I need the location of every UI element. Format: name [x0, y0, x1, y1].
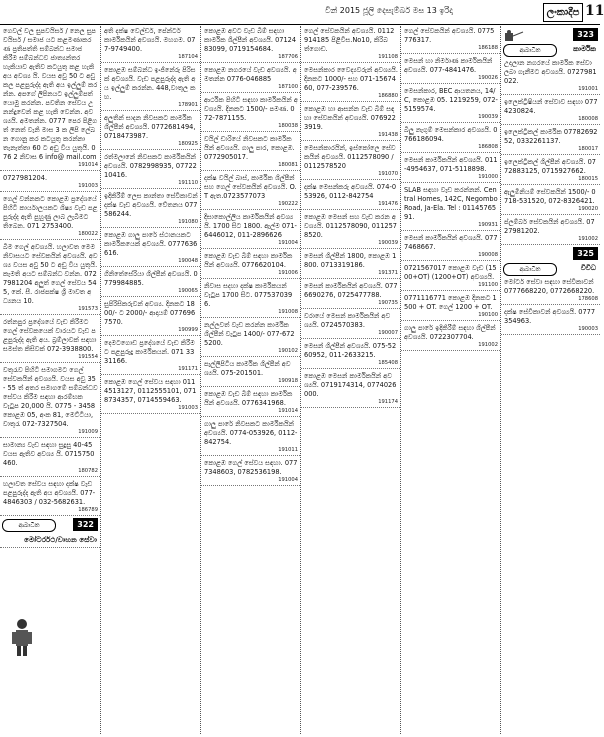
ad-code: 187706 — [278, 54, 298, 60]
ad-text: ගෙල් සේවකයින් අවශ්‍යයි. 0775776317. — [404, 27, 495, 44]
ad-code: 185408 — [378, 360, 398, 366]
ad-code: 190735 — [378, 300, 398, 306]
ad-text: කොළඹ ගාලු පාරේ ස්ථානයකට කාර්මිකයෙක් අවශ්‍යයි. 0777636616. — [104, 231, 198, 257]
ad-code: 180022 — [78, 231, 98, 237]
ad-text: ගෙවල් වල සුපවයිසර් / නෙල සුපවයිසර් / සමාජ යට කළමණාකරණ ප්‍රතිපත්ති සම්බන්ධ සමාජ කිරීම සම්බන්ධව ජාත්‍යන්තර හැකියාව ඇතිව කටයුතු කළ හැකි අය අවශ්‍ය යි. වයස අවු 50 ට අඩු කල පළපුරුද්ද ඇති අය ඉල්ලුම් කරන්න. අපගේ ලිපිනයට ඉල්ලුම්පත් යොමු කරන්න. පවතින සේවය උනන්දුවෙන් කළ හැකි වෙන්න. අවශ්‍යයි. අමතන්න. 0777 පෙර පිළිගත් නෙත් වැනි මාස 3 ක ලිපි ලේඛන ගොනු කර කටයුතු කරන්නා තැනැත්තා 60 ට අඩු විය යුතුයි. 076 2 නිවාස 6 info@ mail.com — [3, 27, 98, 161]
classified-ad — [201, 281, 300, 318]
ad-code: 191006 — [278, 270, 298, 276]
ad-text: පැල්ලිපිටිය කාර්මික ශිල්පීන් අවශ්‍යයි. 075-201501. — [204, 360, 291, 377]
ad-text: හලාවත සේවය සඳහා දක්ෂ වැඩ පළපුරුද්ද ඇති අය අවශ්‍යයි. 077-4846303 / 032-5682631. — [3, 480, 96, 506]
ad-text: වතුරැව පිහිටි සමාගමට ගෙල් සේවකයින් අවශ්‍යයි. වයස අවු 35 - 55 ත් අතර සමාගමේ සම්බන්ධව සේවය කිරීම සඳහා ආරම්භක වැටුප 20,000 යි. 0775 - 3458 කොළඹ 05, අංක 81, මෙට්ටියා, වාතුරැ 072-7327504. — [3, 366, 98, 428]
ad-text: මෙසන් කාර්මිකයින් අවශ්‍යයි. 011-4954637, 071-5118898. — [404, 156, 498, 173]
ad-code: 190003 — [578, 326, 598, 332]
classified-ad — [501, 187, 600, 215]
ad-text: කොළඹ මෙසන් කාර්මිකයින් අවශ්‍යයි. 0719174314, 0774026000. — [304, 372, 397, 398]
classified-ad — [201, 389, 300, 417]
ad-code: 180782 — [78, 468, 98, 474]
classified-ad — [201, 26, 300, 63]
ad-code: 191003 — [178, 405, 198, 411]
section-subheading: මෝටර්රථ/වාහන සේවා — [0, 533, 100, 548]
ad-code: 190222 — [278, 201, 298, 207]
classified-ad — [101, 269, 200, 297]
ad-text: කොළඹ හා ආසන්න වැඩ බිම් සඳහා සේවකයින් අවශ්‍යයි. 0769223919. — [304, 105, 396, 131]
ad-code: 191002 — [478, 342, 498, 348]
ad-text: SLAB සඳහා වැඩ කරන්නන්. Central Homes, 142C, Negombo Road, Ja-Ela. Tel : 0114576591. — [404, 186, 498, 221]
ad-code: 190102 — [278, 348, 298, 354]
classified-ad — [0, 365, 100, 438]
ad-text: මෙසන් ශිල්පීන් අවශ්‍යයි. 075-5260952, 011-2633215. — [304, 342, 397, 359]
ad-text: මෙසන් කාර්මිකයින් අවශ්‍යයි. 0776690276, 0725477788. — [304, 282, 398, 299]
ad-text: ගෙල් වන්නකට කොළඹ ප්‍රදේශයේ පිහිටි කාර්යාලයකට ශිෂ්‍ය වැඩ පළපුරුද්ද ඇති පුහුණු ලාබ ලැබීමට තිබෙන. 071 2753400. — [3, 195, 98, 230]
ad-code: 191171 — [178, 366, 198, 372]
section-322-header — [0, 518, 100, 531]
classified-ad — [501, 217, 600, 245]
classified-ad — [401, 185, 500, 231]
ad-code: 191554 — [78, 354, 98, 360]
ad-code: 186880 — [378, 93, 398, 99]
section-heading: විවිධ — [580, 264, 596, 272]
classified-ad — [401, 26, 500, 54]
classified-ad — [201, 359, 300, 387]
classified-ad — [501, 127, 600, 155]
classified-ad — [101, 65, 200, 111]
ad-text: කොළඹ ගෙල් සේවය සඳහා 0114513127, 0112555101, 0718734357, 0714559463. — [104, 378, 197, 404]
classified-ad — [101, 191, 200, 228]
ad-code: 178901 — [178, 102, 198, 108]
newspaper-logo: ලංකාදීප — [543, 3, 583, 22]
classified-ad — [301, 65, 400, 102]
ad-code: 190026 — [478, 75, 498, 81]
ads-column-5 — [401, 26, 500, 734]
ad-text: රත්මලානේ නිවසකට කාර්මිකයින් අවශ්‍යයි. 0782998935, 0772210416. — [104, 153, 197, 179]
classified-ad — [501, 58, 600, 95]
classified-ad — [101, 152, 200, 189]
ad-text: මෙසන් හා නිර්මාණ කාර්මිකයින් අවශ්‍යයි. 077-4841476. — [404, 57, 493, 74]
ad-code: 190008 — [478, 252, 498, 258]
classified-ad — [0, 194, 100, 240]
ad-code: 190100 — [478, 312, 498, 318]
classified-ad — [301, 371, 400, 408]
section-number: 322 — [73, 518, 98, 531]
ad-text: මෙසන් ශිල්පීන් 1800, කොළඹ 1800. 0713319186. — [304, 252, 397, 269]
classified-ad — [401, 323, 500, 351]
ad-code: 190931 — [478, 222, 498, 228]
issue-date: වින් 2015 ජූලි දෙසැම්බර් මස 13 ඉරිදා — [325, 6, 453, 15]
ad-code: 190039 — [378, 240, 398, 246]
ad-code: 187104 — [178, 54, 198, 60]
classified-ad — [401, 155, 500, 183]
classified-ad — [501, 277, 600, 305]
ad-text: වයිල් ඩාරියේ නිවසකට කාර්මිකයින් අවශ්‍යයි. ගාලු පාර, කොළඹ. 0772905017. — [204, 135, 295, 161]
classified-ad — [101, 338, 200, 375]
ad-code: 190007 — [378, 330, 398, 336]
ad-code: 191070 — [378, 171, 398, 177]
ad-code: 191100 — [478, 282, 498, 288]
classified-ad — [0, 242, 100, 315]
classified-ad — [301, 212, 400, 249]
ad-code: 191014 — [278, 408, 298, 414]
ad-text: කොළඹ වැඩ බිම් සඳහා කාර්මිකයින් අවශ්‍යයි. 0776341968. — [204, 390, 293, 407]
ad-code: 191002 — [578, 236, 598, 242]
ad-code: 191108 — [378, 54, 398, 60]
ad-code: 191174 — [378, 399, 398, 405]
ad-text: ප්ලම්බර් සේවකයින් අවශ්‍යයි. 0727981202. — [504, 218, 595, 235]
ad-text: ඇලුමිනියම් සේවකයින් 1500/- 0718-531520, 072-8326421. — [504, 188, 596, 205]
classified-ad — [201, 134, 300, 171]
ad-text: ගාලු පාරේ නිවසකට කාර්මිකයින් අවශ්‍යයි. 0774-053926, 0112-842754. — [204, 420, 298, 446]
ad-code: 191004 — [278, 477, 298, 483]
ad-code: 190039 — [478, 114, 498, 120]
section-323-header — [501, 28, 600, 41]
page-header — [0, 0, 604, 25]
classified-ad — [301, 182, 400, 210]
ad-code: 191080 — [178, 219, 198, 225]
ad-text: බිම ගෙල් අවශ්‍යයි. හලාවත මෙම නිවාසයට සේවකයින් අවශ්‍යයි. අවශ්‍ය වයස අවු 50 ට අඩු විය යුතුයි. කැමති අයට සම්බන්ධ වන්න. 072 7981204 අලුත් ගෙල් සේවය 545, කේ. සී. රාජපක්ෂ ශ්‍රී මාවත අධ්‍යනය 10. — [3, 243, 98, 305]
classified-ad — [101, 299, 200, 336]
ad-code: 186808 — [478, 144, 498, 150]
ad-code: 190999 — [178, 327, 198, 333]
ad-code: 191008 — [278, 309, 298, 315]
classified-ad — [401, 263, 500, 291]
ad-text: අති දක්ෂ වෙල්ඩර්, පේන්ටර් කාර්මිකයින් අවශ්‍යයි. මහගම. 077-9749400. — [104, 27, 196, 53]
section-tag: ආබාධිත — [2, 519, 56, 532]
classified-ad — [201, 212, 300, 249]
ad-text: මෙසන්කාර වෛද්‍යවරුන් අවශ්‍යයි. දිනකට 1000/- සහ 071-1567460, 077-239576. — [304, 66, 398, 92]
builder-icon — [503, 28, 533, 41]
ad-text: ඉලෙක්ට්‍රිෂියන් සේවාව සඳහා 0774230824. — [504, 98, 598, 115]
ad-code: 180925 — [178, 141, 198, 147]
ad-text: 0721567017 කොළඹ වැඩ (1500+OT) (1200+OT) අවශ්‍යයි. — [404, 264, 497, 281]
ad-code: 178608 — [578, 296, 598, 302]
ad-text: කොළඹ ගෙල් සේවය සඳහා. 0777348603, 0782536198. — [204, 459, 298, 476]
classified-ad — [401, 125, 500, 153]
classified-ad — [201, 65, 300, 93]
section-tag: ආබාධිත — [503, 263, 557, 276]
classified-ad — [201, 251, 300, 279]
ad-code: 191438 — [378, 132, 398, 138]
classified-ad — [101, 230, 200, 267]
classified-ad — [301, 311, 400, 339]
classified-ad — [201, 419, 300, 456]
classified-ad — [0, 317, 100, 363]
ads-column-1 — [0, 26, 100, 734]
ad-text: ගෙල් සේවකයින් අවශ්‍යයි. 0112914185 පිළිවිස.No10, කිරිබත්ගොඩ. — [304, 27, 395, 53]
classified-ad — [501, 97, 600, 125]
classified-ad — [501, 307, 600, 335]
ad-text: මෙසන් කාර්මිකයින් අවශ්‍යයි. 0777468667. — [404, 234, 498, 251]
classified-ad — [201, 458, 300, 486]
ad-text: අලුතින් සාදන නිවසකට කාර්මික ශිල්පීන් අවශ්‍යයි. 0772681494, 0718473987. — [104, 114, 196, 140]
classified-ad — [0, 173, 100, 192]
ad-code: 190918 — [278, 378, 298, 384]
ad-code: 191000 — [478, 174, 498, 180]
ad-text: ගාලු පාරේ ඉදිකිරීම් සඳහා ශිල්පීන් අවශ්‍යයි. 0722307704. — [404, 324, 496, 341]
ad-code: 180015 — [578, 176, 598, 182]
page-number: 11 — [585, 3, 604, 19]
ad-text: සුපිරිසිකරුවන් අවශ්‍ය. දිනකට 1800/- ට 2000/- ආදායම් 0776967570. — [104, 300, 196, 326]
ad-text: ආර්ථික පිහිටි සඳහා කාර්මිකයින් අවශ්‍යයි. දිනකට 1500/- පමණ. 072-7871155. — [204, 96, 298, 122]
section-323-tagline — [501, 43, 600, 56]
classified-ad — [101, 26, 200, 63]
section-number: 325 — [573, 247, 598, 260]
ad-code: 180008 — [578, 116, 598, 122]
ad-text: දක්ෂ මෙසන්කරු අවශ්‍යයි. 074-053926, 0112-842754 — [304, 183, 397, 200]
ad-code: 190048 — [178, 258, 198, 264]
ads-column-4 — [301, 26, 400, 734]
classified-ad — [0, 479, 100, 516]
section-325-header — [501, 247, 600, 260]
section-number: 323 — [573, 28, 598, 41]
classified-ad — [201, 95, 300, 132]
ad-code: 191476 — [378, 201, 398, 207]
ad-text: 0771116771 කොළඹ දිනකට 1500 + OT. ගෙල් 1200 + OT. — [404, 294, 497, 311]
classified-ad — [401, 56, 500, 84]
ad-code: 190065 — [178, 288, 198, 294]
ad-text: දක්ෂ වයිල් බාස්, කාර්මික ශිල්පීන් සහ ගෙල් සේවකයින් අවශ්‍යයි. O.T ඇත.0723577073 — [204, 174, 297, 200]
ad-text: දෙමටගොඩ ප්‍රදේශයේ වැඩ කිරීමට පළපුරුදු කාර්මිකයන්. 071 3331166. — [104, 339, 195, 365]
ad-text: දිසාකොල්ලිය කාර්මිකයින් අවශ්‍යයි. 1700 සිට 1800. ඇල්ම 071-6446012, 011-2896626 — [204, 213, 297, 239]
classified-ad — [401, 86, 500, 123]
ad-text: වරායේ මෙසන් කාර්මිකයින් අවශ්‍යයි. 0724570383. — [304, 312, 391, 329]
ad-text: උදලාන නගරයේ කාර්මික සේවා ලබා ගැනීමට අවශ්‍යයි. 0727981022. — [504, 59, 597, 85]
ad-text: ඉලෙක්ට්‍රිකල් ශිල්පීන් අවශ්‍යයි. 0772883125, 0715927662. — [504, 158, 597, 175]
ad-text: රත්නපුර ප්‍රදේශයේ වැඩ කිරීමට ගෙල් සේවකයෙක් වාරයට වැඩ පළපුරුද්ද ඇති අය. බ්‍රම්ලාවක් සඳහා සමස්ත කිසිවක් 072-3938800. — [3, 318, 97, 353]
ad-text: කොළඹ මෙසන් සහ වැඩ කරන අවශ්‍යයි. 0112578090, 0112578520. — [304, 213, 397, 239]
ad-code: 191011 — [278, 447, 298, 453]
ad-code: 191004 — [278, 240, 298, 246]
ad-text: දක්ෂ සේවිකාවන් අවශ්‍යයි. 0777354963. — [504, 308, 596, 325]
classified-ad — [301, 104, 400, 141]
ad-code: 186188 — [478, 45, 498, 51]
ad-code: 191014 — [78, 162, 98, 168]
ad-code: 191001 — [578, 86, 598, 92]
ad-text: කොළඹ අවට වැඩ බිම් සඳහා කාර්මික ශිල්පීන් අවශ්‍යයි. 0712483099, 0719154684. — [204, 27, 297, 53]
ad-text: මෙසන්කාර, BEC ආයතනය, 14/C, කොළඹ 05. 1219259, 072-5159574. — [404, 87, 498, 113]
classified-ad — [201, 320, 300, 357]
ad-code: 190020 — [578, 206, 598, 212]
ad-code: 180038 — [278, 123, 298, 129]
ad-text: ඉලෙක්ට්‍රිකල් කාර්මික 0778269252, 0332261137. — [504, 128, 598, 145]
ad-code: 191009 — [78, 429, 98, 435]
section-tag: ආබාධිත — [503, 44, 557, 57]
ad-code: 187100 — [278, 84, 298, 90]
classified-ad — [0, 26, 100, 171]
classified-ad — [301, 281, 400, 309]
ad-text: සාමාන්‍ය වැඩ සඳහා සුදුසු 40-45 වයස ඇතිව අවශ්‍ය යි. 0715750460. — [3, 441, 95, 467]
section-325-tagline — [501, 262, 600, 275]
ads-column-2 — [101, 26, 200, 734]
ad-text: මෙසන්කාරයින්, ඉස්කෝලෙ සේවකයින් අවශ්‍යයි. 0112578090 / 0112578520 — [304, 144, 396, 170]
ad-text: කොළඹ සම්බන්ධ ඉංජිනේරු පිරිසක් අවශ්‍යයි. වැඩ පළපුරුද්ද ඇති අය ඉල්ලුම් කරන්න. 448,වාතුල කහ. — [104, 66, 196, 101]
section-heading: කාර්මික — [573, 45, 596, 53]
ad-code: 180081 — [278, 162, 298, 168]
ad-code: 191371 — [378, 270, 398, 276]
classified-ad — [101, 377, 200, 414]
ad-code: 191573 — [78, 306, 98, 312]
ad-text: කොළඹ වැඩ බිම් සඳහා කාර්මිකයින් අවශ්‍යයි. 0776620104. — [204, 252, 293, 269]
classified-ad — [101, 113, 200, 150]
classified-ad — [301, 341, 400, 369]
classified-ad — [301, 143, 400, 180]
ads-column-3 — [201, 26, 300, 734]
classified-ad — [0, 440, 100, 477]
ad-code: 180017 — [578, 146, 598, 152]
classified-ad — [301, 26, 400, 63]
ad-text: මෝටර් සේවා සඳහා සේවිකාවන් 0777668220, 0772668220. — [504, 278, 595, 295]
ad-text: ගිනිතේසේරියා ශිල්පීන් අවශ්‍යයි. 0779984885. — [104, 270, 198, 287]
classified-ad — [501, 157, 600, 185]
classified-ad — [401, 233, 500, 261]
ad-code: 186789 — [78, 507, 98, 513]
classified-ad — [301, 251, 400, 279]
classified-ad — [201, 173, 300, 210]
ad-text: නල්ලවත් වැඩ කරන්න කාර්මික ශිල්පීන් වැටුප 1400/- 077-6725200. — [204, 321, 295, 347]
ad-text: 0727981204. — [3, 174, 48, 182]
worker-illustration — [2, 616, 42, 656]
ad-text: බිලු නැගුම් මෙසන්කාර අවශ්‍යයි. 0766186094. — [404, 126, 498, 143]
ad-code: 191110 — [178, 180, 198, 186]
ad-text: කොළඹ නගරයේ වැඩ අවශ්‍යයි. අමතන්න 0776-046885 — [204, 66, 297, 83]
ad-code: 191003 — [78, 183, 98, 189]
ad-text: නිවාස සදහා දක්ෂ කාර්මිකයන් වැටුප 1700 සිට. 0775370396. — [204, 282, 293, 308]
ads-column-6 — [501, 26, 600, 734]
ad-text: ඉදිකිරීම් ලෙස කාන්තා සේවිකාවන් දක්ෂ වැඩ අවශ්‍යයි. වේතනය 077586244. — [104, 192, 198, 218]
classified-ad — [401, 293, 500, 321]
